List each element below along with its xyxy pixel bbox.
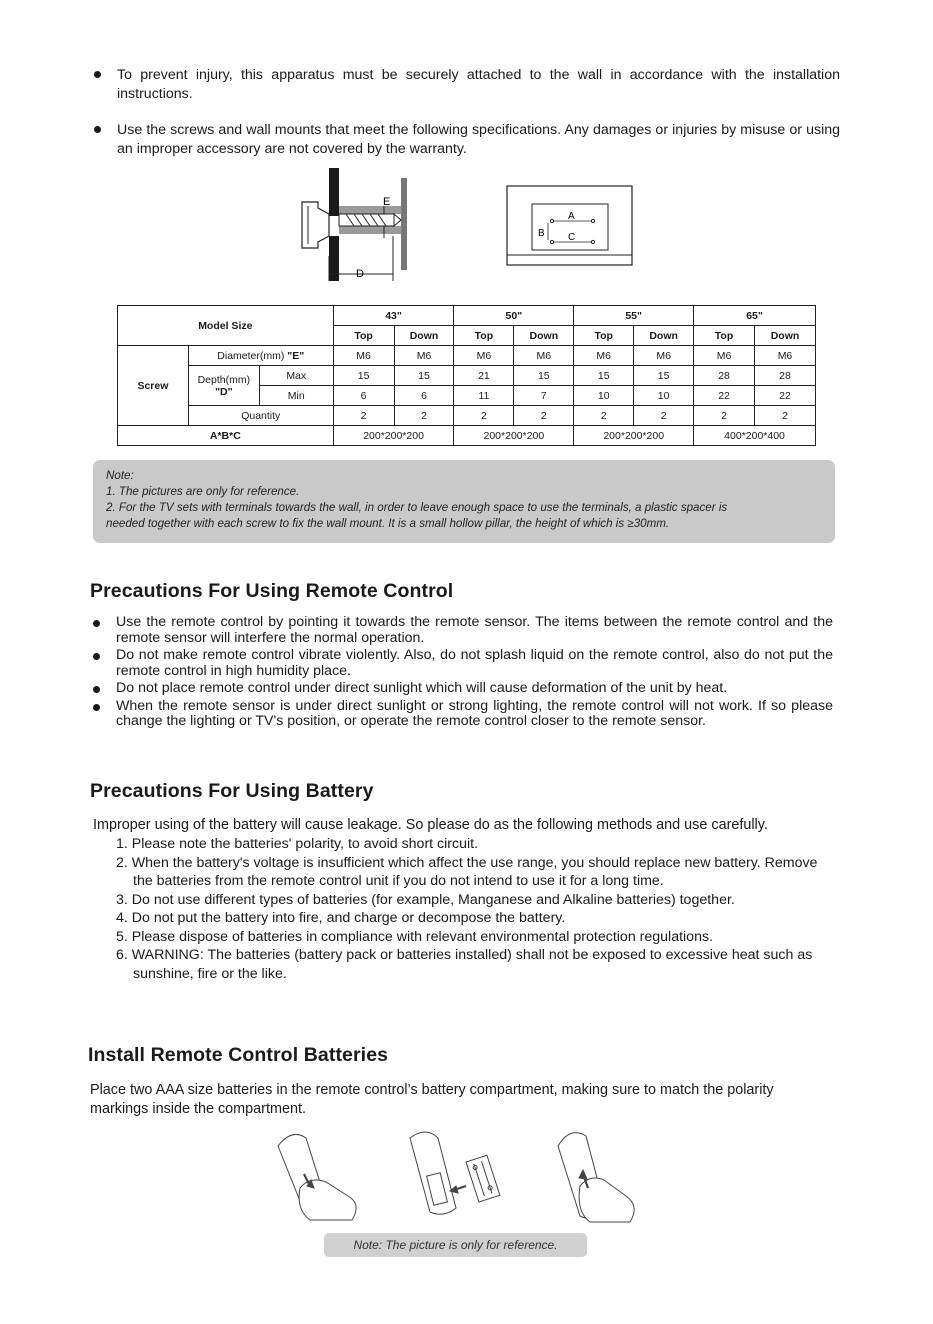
battery-precautions-list — [116, 835, 832, 983]
table-cell: 2 — [574, 406, 634, 426]
table-cell: M6 — [514, 346, 574, 366]
table-cell: M6 — [754, 346, 815, 366]
size-header: 65" — [694, 306, 816, 326]
table-cell: 11 — [454, 386, 514, 406]
table-cell: 15 — [333, 366, 394, 386]
table-cell: 200*200*200 — [454, 426, 574, 446]
bullet-item: Do not place remote control under direct sunlight which will cause deformation of the unit by heat. — [91, 681, 833, 697]
table-cell: 28 — [754, 366, 815, 386]
table-cell: M6 — [634, 346, 694, 366]
screw-mount-diagram — [296, 166, 416, 284]
note-line: 1. The pictures are only for reference. — [106, 485, 300, 498]
min-label: Min — [259, 386, 333, 406]
table-cell: 22 — [754, 386, 815, 406]
diagram-label-d: D — [356, 268, 364, 280]
table-row — [118, 406, 816, 426]
diagram-label-b: B — [538, 228, 545, 239]
open-cover-illustration — [278, 1134, 356, 1220]
bullet-dot-icon — [93, 704, 100, 711]
table-cell: 200*200*200 — [333, 426, 454, 446]
bullet-dot-icon — [94, 126, 101, 133]
list-item: 6. WARNING: The batteries (battery pack or batteries installed) shall not be exposed to excessive heat such as sunshine, fire or the like. — [116, 947, 813, 982]
table-cell: 400*200*400 — [694, 426, 816, 446]
close-cover-illustration — [558, 1133, 634, 1222]
remote-precautions-list — [91, 615, 833, 732]
wall-mount-spec-table — [117, 305, 816, 446]
table-row — [118, 346, 816, 366]
max-label: Max — [259, 366, 333, 386]
screw-label: Screw — [118, 346, 189, 426]
abc-label: A*B*C — [118, 426, 334, 446]
install-batteries-text: Place two AAA size batteries in the remote control’s battery compartment, making sure to match the polarity markings inside the compartment. — [90, 1082, 774, 1117]
table-cell: 2 — [634, 406, 694, 426]
top-header: Top — [333, 326, 394, 346]
table-row — [118, 426, 816, 446]
install-batteries-heading: Install Remote Control Batteries — [88, 1044, 389, 1066]
bullet-item: Do not make remote control vibrate violently. Also, do not splash liquid on the remote control, also do not put the remote control in high humidity place. — [91, 648, 833, 679]
battery-precautions-heading: Precautions For Using Battery — [90, 780, 374, 802]
bullet-item: To prevent injury, this apparatus must be securely attached to the wall in accordance with the installation instructions. — [92, 66, 840, 103]
battery-install-illustrations — [270, 1128, 645, 1224]
note-line: needed together with each screw to fix the wall mount. It is a small hollow pillar, the height of which is ≥30mm. — [106, 517, 670, 530]
table-row — [118, 366, 816, 386]
depth-label: Depth(mm) "D" — [188, 366, 259, 406]
note-line: 2. For the TV sets with terminals towards the wall, in order to leave enough space to use the terminals, a plastic spacer is — [106, 501, 728, 514]
quantity-label: Quantity — [188, 406, 333, 426]
reference-note: Note: The picture is only for reference. — [324, 1233, 587, 1257]
table-cell: 22 — [694, 386, 755, 406]
diagram-label-c: C — [568, 232, 576, 243]
bullet-item: When the remote sensor is under direct sunlight or strong lighting, the remote control will not work. If so please change the lighting or TV's position, or operate the remote control closer to the remote sensor. — [91, 699, 833, 730]
list-item: 1. Please note the batteries' polarity, to avoid short circuit. — [116, 836, 479, 852]
table-cell: 15 — [634, 366, 694, 386]
table-cell: M6 — [694, 346, 755, 366]
down-header: Down — [394, 326, 454, 346]
table-cell: 2 — [333, 406, 394, 426]
table-cell: M6 — [574, 346, 634, 366]
table-cell: 2 — [454, 406, 514, 426]
bullet-dot-icon — [93, 620, 100, 627]
bullet-dot-icon — [93, 686, 100, 693]
table-cell: 15 — [574, 366, 634, 386]
table-cell: 15 — [514, 366, 574, 386]
table-cell: 2 — [394, 406, 454, 426]
top-header: Top — [694, 326, 755, 346]
diameter-label: Diameter(mm) "E" — [188, 346, 333, 366]
table-cell: 2 — [514, 406, 574, 426]
note-box — [93, 460, 835, 543]
down-header: Down — [514, 326, 574, 346]
down-header: Down — [754, 326, 815, 346]
table-cell: 28 — [694, 366, 755, 386]
table-cell: 15 — [394, 366, 454, 386]
table-cell: 6 — [333, 386, 394, 406]
table-cell: 2 — [694, 406, 755, 426]
list-item: 2. When the battery's voltage is insufficient which affect the use range, you should replace new battery. Remove the batteries from the remote control unit if you do not intend to use it for a long time. — [116, 854, 818, 889]
table-cell: M6 — [333, 346, 394, 366]
table-cell: 10 — [574, 386, 634, 406]
down-header: Down — [634, 326, 694, 346]
list-item: 5. Please dispose of batteries in compliance with relevant environmental protection regulations. — [116, 928, 713, 945]
top-header: Top — [454, 326, 514, 346]
remote-precautions-heading: Precautions For Using Remote Control — [90, 580, 454, 602]
bullet-dot-icon — [94, 71, 101, 78]
battery-intro: Improper using of the battery will cause leakage. So please do as the following methods and use carefully. — [93, 817, 768, 833]
list-item: 4. Do not put the battery into fire, and charge or decompose the battery. — [116, 910, 566, 926]
top-header: Top — [574, 326, 634, 346]
table-cell: 2 — [754, 406, 815, 426]
note-title: Note: — [106, 469, 134, 482]
bullet-dot-icon — [93, 653, 100, 660]
bullet-item: Use the screws and wall mounts that meet the following specifications. Any damages or injuries by misuse or using an improper accessory are not covered by the warranty. — [92, 121, 840, 158]
size-header: 43" — [333, 306, 454, 326]
size-header: 55" — [574, 306, 694, 326]
table-cell: 10 — [634, 386, 694, 406]
table-cell: 6 — [394, 386, 454, 406]
vesa-pattern-diagram — [506, 185, 634, 267]
model-size-header: Model Size — [118, 306, 334, 346]
install-bullet-list — [92, 66, 840, 176]
table-row — [118, 306, 816, 326]
bullet-item: Use the remote control by pointing it towards the remote sensor. The items between the remote control and the remote sensor will interfere the normal operation. — [91, 615, 833, 646]
size-header: 50" — [454, 306, 574, 326]
table-cell: 200*200*200 — [574, 426, 694, 446]
diagram-label-a: A — [568, 211, 575, 222]
table-cell: M6 — [394, 346, 454, 366]
table-cell: M6 — [454, 346, 514, 366]
diagram-label-e: E — [383, 196, 391, 208]
table-cell: 7 — [514, 386, 574, 406]
list-item: 3. Do not use different types of batteries (for example, Manganese and Alkaline batteries) together. — [116, 891, 735, 908]
table-cell: 21 — [454, 366, 514, 386]
insert-batteries-illustration — [410, 1132, 500, 1214]
